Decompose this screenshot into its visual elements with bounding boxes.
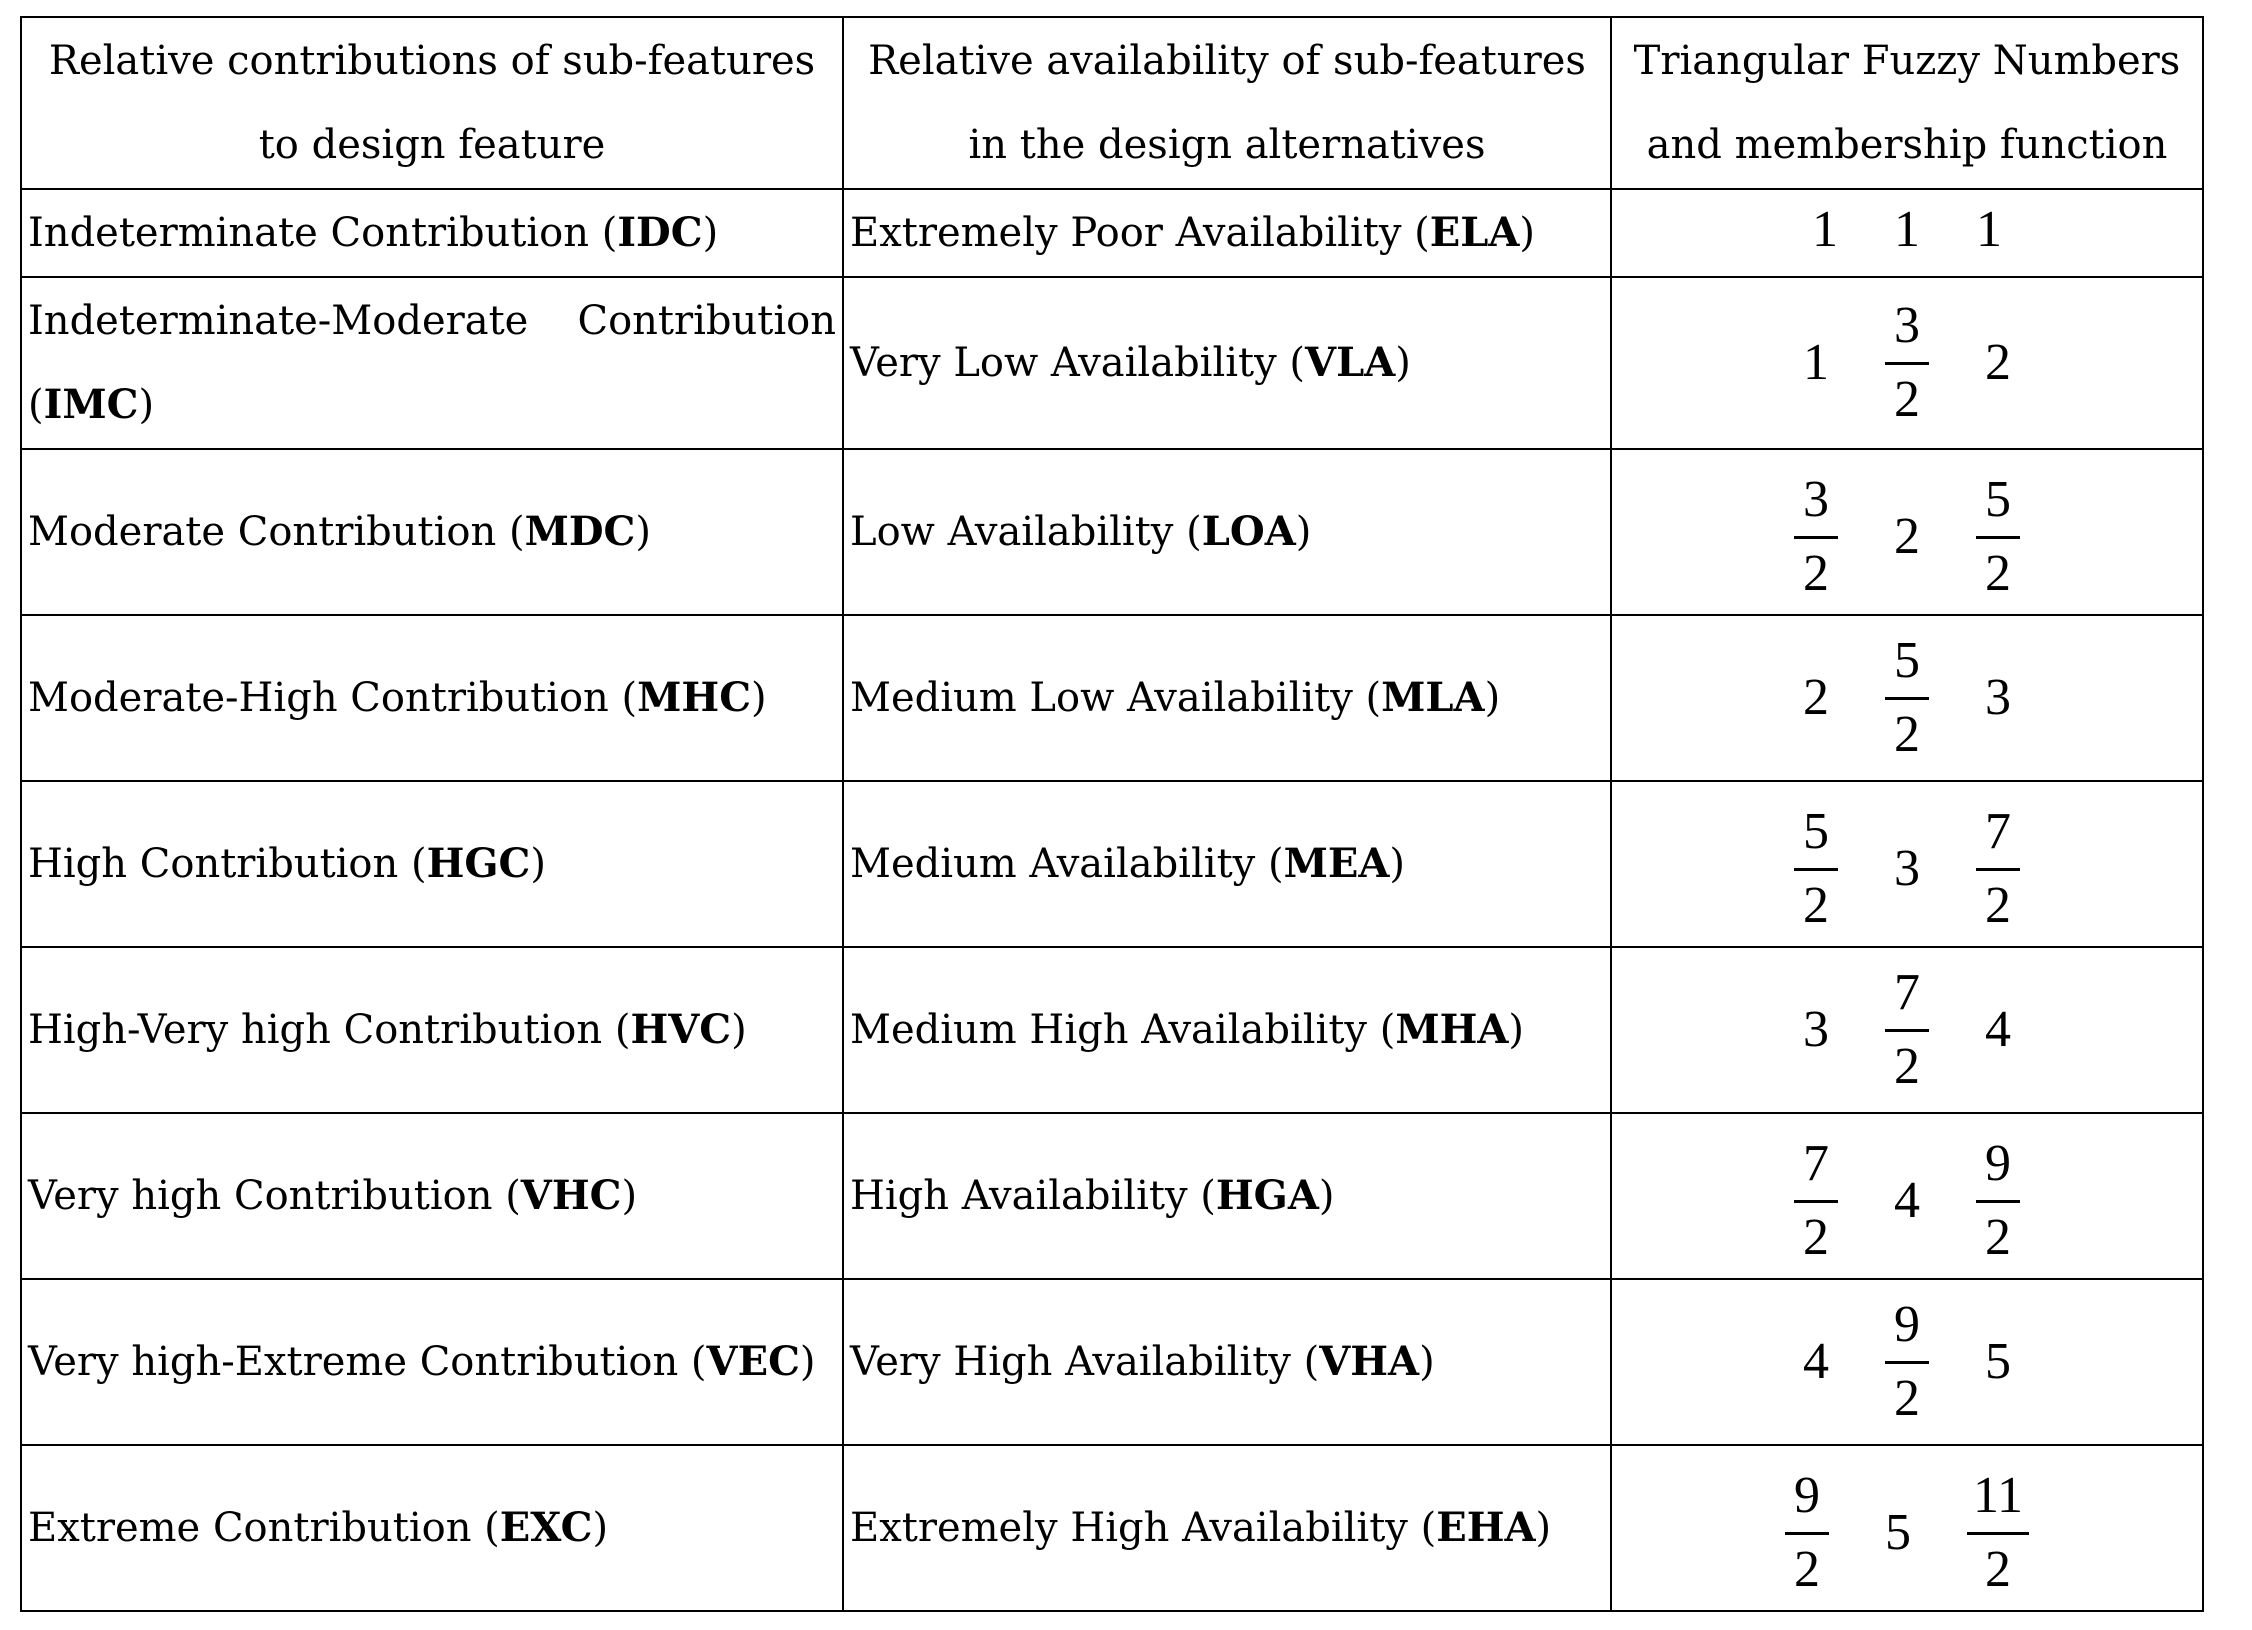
table-row (21, 449, 2203, 615)
fraction-bar (1976, 1200, 2020, 1203)
availability-cell: High Availability (HGA) (843, 1113, 1611, 1279)
fraction-numerator: 5 (1985, 470, 2011, 528)
tfn-values (1794, 1135, 2020, 1267)
availability-cell: Medium Availability (MEA) (843, 781, 1611, 947)
fraction-bar (1976, 868, 2020, 871)
tfn-value: 3 (1894, 840, 1920, 897)
table-row (21, 189, 2203, 277)
fraction-bar (1785, 1532, 1829, 1535)
contribution-abbr: HVC (630, 1006, 732, 1053)
fraction-bar (1885, 362, 1929, 365)
tfn-value: 2 (1803, 669, 1829, 726)
tfn-value: 1 (1976, 201, 2002, 258)
tfn-value: 2 (1985, 334, 2011, 391)
availability-abbr: VHA (1319, 1338, 1420, 1385)
header-contribution: Relative contributions of sub-features to design feature (21, 17, 843, 189)
tfn-value: 5 (1985, 1333, 2011, 1390)
fraction-numerator: 3 (1894, 296, 1920, 354)
fraction-bar (1794, 1200, 1838, 1203)
tfn-fraction (1976, 1135, 2020, 1267)
tfn-values (1794, 803, 2020, 935)
fraction-numerator: 11 (1972, 1466, 2024, 1524)
contribution-cell: High-Very high Contribution (HVC) (21, 947, 843, 1113)
availability-cell: Medium High Availability (MHA) (843, 947, 1611, 1113)
table-row (21, 277, 2203, 449)
tfn-cell (1611, 781, 2203, 947)
tfn-fraction (1967, 1467, 2029, 1599)
tfn-cell (1611, 615, 2203, 781)
fraction-denominator: 2 (1985, 876, 2011, 934)
fraction-denominator: 2 (1894, 1037, 1920, 1095)
availability-cell: Extremely High Availability (EHA) (843, 1445, 1611, 1611)
availability-cell: Extremely Poor Availability (ELA) (843, 189, 1611, 277)
tfn-cell (1611, 449, 2203, 615)
fraction-bar (1794, 536, 1838, 539)
tfn-fraction (1885, 297, 1929, 429)
contribution-abbr: EXC (499, 1504, 593, 1551)
tfn-value: 3 (1803, 1001, 1829, 1058)
table-row (21, 781, 2203, 947)
tfn-fraction (1885, 1296, 1929, 1428)
contribution-cell: Very high-Extreme Contribution (VEC) (21, 1279, 843, 1445)
fraction-denominator: 2 (1985, 1208, 2011, 1266)
tfn-scale-table (20, 16, 2204, 1612)
tfn-cell (1611, 189, 2203, 277)
fraction-denominator: 2 (1803, 1208, 1829, 1266)
fraction-numerator: 9 (1793, 1466, 1820, 1524)
fraction-bar (1885, 697, 1929, 700)
fraction-bar (1967, 1532, 2029, 1535)
tfn-value: 2 (1894, 508, 1920, 565)
contribution-abbr: IMC (43, 381, 139, 428)
tfn-cell (1611, 1279, 2203, 1445)
fraction-bar (1794, 868, 1838, 871)
table-row (21, 615, 2203, 781)
tfn-values (1803, 1296, 2011, 1428)
contribution-abbr: VHC (520, 1172, 622, 1219)
tfn-values (1803, 632, 2011, 764)
tfn-fraction (1976, 471, 2020, 603)
contribution-abbr: MHC (637, 674, 752, 721)
tfn-cell (1611, 277, 2203, 449)
fraction-numerator: 7 (1803, 1134, 1829, 1192)
fraction-denominator: 2 (1894, 705, 1920, 763)
tfn-fraction (1794, 471, 1838, 603)
fraction-denominator: 2 (1793, 1540, 1820, 1598)
availability-abbr: LOA (1201, 508, 1296, 555)
fraction-numerator: 5 (1803, 802, 1829, 860)
fraction-denominator: 2 (1803, 876, 1829, 934)
availability-abbr: ELA (1429, 209, 1520, 256)
tfn-value: 4 (1985, 1001, 2011, 1058)
tfn-value: 3 (1985, 669, 2011, 726)
fraction-bar (1885, 1029, 1929, 1032)
header-row (21, 17, 2203, 189)
fraction-numerator: 3 (1803, 470, 1829, 528)
availability-cell: Very Low Availability (VLA) (843, 277, 1611, 449)
fraction-bar (1976, 536, 2020, 539)
fraction-numerator: 5 (1894, 631, 1920, 689)
tfn-cell (1611, 947, 2203, 1113)
tfn-fraction (1785, 1467, 1829, 1599)
tfn-fraction (1976, 803, 2020, 935)
contribution-cell: Indeterminate Contribution (IDC) (21, 189, 843, 277)
contribution-abbr: MDC (524, 508, 636, 555)
contribution-cell: Extreme Contribution (EXC) (21, 1445, 843, 1611)
tfn-value: 4 (1894, 1172, 1920, 1229)
fraction-denominator: 2 (1894, 370, 1920, 428)
tfn-fraction (1794, 803, 1838, 935)
tfn-values (1794, 471, 2020, 603)
contribution-cell: Moderate Contribution (MDC) (21, 449, 843, 615)
contribution-cell: High Contribution (HGC) (21, 781, 843, 947)
header-availability: Relative availability of sub-features in the design alternatives (843, 17, 1611, 189)
tfn-fraction (1885, 632, 1929, 764)
table-row (21, 947, 2203, 1113)
tfn-values (1785, 1467, 2029, 1599)
availability-cell: Very High Availability (VHA) (843, 1279, 1611, 1445)
contribution-abbr: IDC (617, 209, 703, 256)
availability-abbr: VLA (1305, 339, 1396, 386)
tfn-cell (1611, 1113, 2203, 1279)
fraction-denominator: 2 (1984, 1540, 2011, 1598)
availability-abbr: MHA (1395, 1006, 1509, 1053)
header-tfn: Triangular Fuzzy Numbers and membership function (1611, 17, 2203, 189)
contribution-abbr: HGC (426, 840, 531, 887)
availability-cell: Low Availability (LOA) (843, 449, 1611, 615)
table-row (21, 1113, 2203, 1279)
contribution-abbr: VEC (706, 1338, 800, 1385)
tfn-values (1803, 964, 2011, 1096)
availability-abbr: EHA (1436, 1504, 1536, 1551)
contribution-cell: Very high Contribution (VHC) (21, 1113, 843, 1279)
tfn-values (1812, 201, 2002, 258)
availability-cell: Medium Low Availability (MLA) (843, 615, 1611, 781)
contribution-cell: Indeterminate-Moderate Contribution (IMC) (21, 277, 843, 449)
tfn-fraction (1794, 1135, 1838, 1267)
contribution-cell: Moderate-High Contribution (MHC) (21, 615, 843, 781)
fraction-denominator: 2 (1894, 1369, 1920, 1427)
tfn-value: 4 (1803, 1333, 1829, 1390)
tfn-value: 1 (1803, 334, 1829, 391)
availability-abbr: HGA (1215, 1172, 1319, 1219)
fraction-numerator: 7 (1894, 963, 1920, 1021)
fraction-numerator: 9 (1985, 1134, 2011, 1192)
fraction-denominator: 2 (1985, 544, 2011, 602)
table-row (21, 1279, 2203, 1445)
fraction-denominator: 2 (1803, 544, 1829, 602)
fraction-bar (1885, 1361, 1929, 1364)
tfn-value: 1 (1894, 201, 1920, 258)
availability-abbr: MEA (1283, 840, 1390, 887)
tfn-cell (1611, 1445, 2203, 1611)
fraction-numerator: 7 (1985, 802, 2011, 860)
table-row (21, 1445, 2203, 1611)
fraction-numerator: 9 (1894, 1295, 1920, 1353)
tfn-values (1803, 297, 2011, 429)
tfn-fraction (1885, 964, 1929, 1096)
availability-abbr: MLA (1381, 674, 1485, 721)
tfn-value: 1 (1812, 201, 1838, 258)
tfn-value: 5 (1884, 1504, 1911, 1561)
